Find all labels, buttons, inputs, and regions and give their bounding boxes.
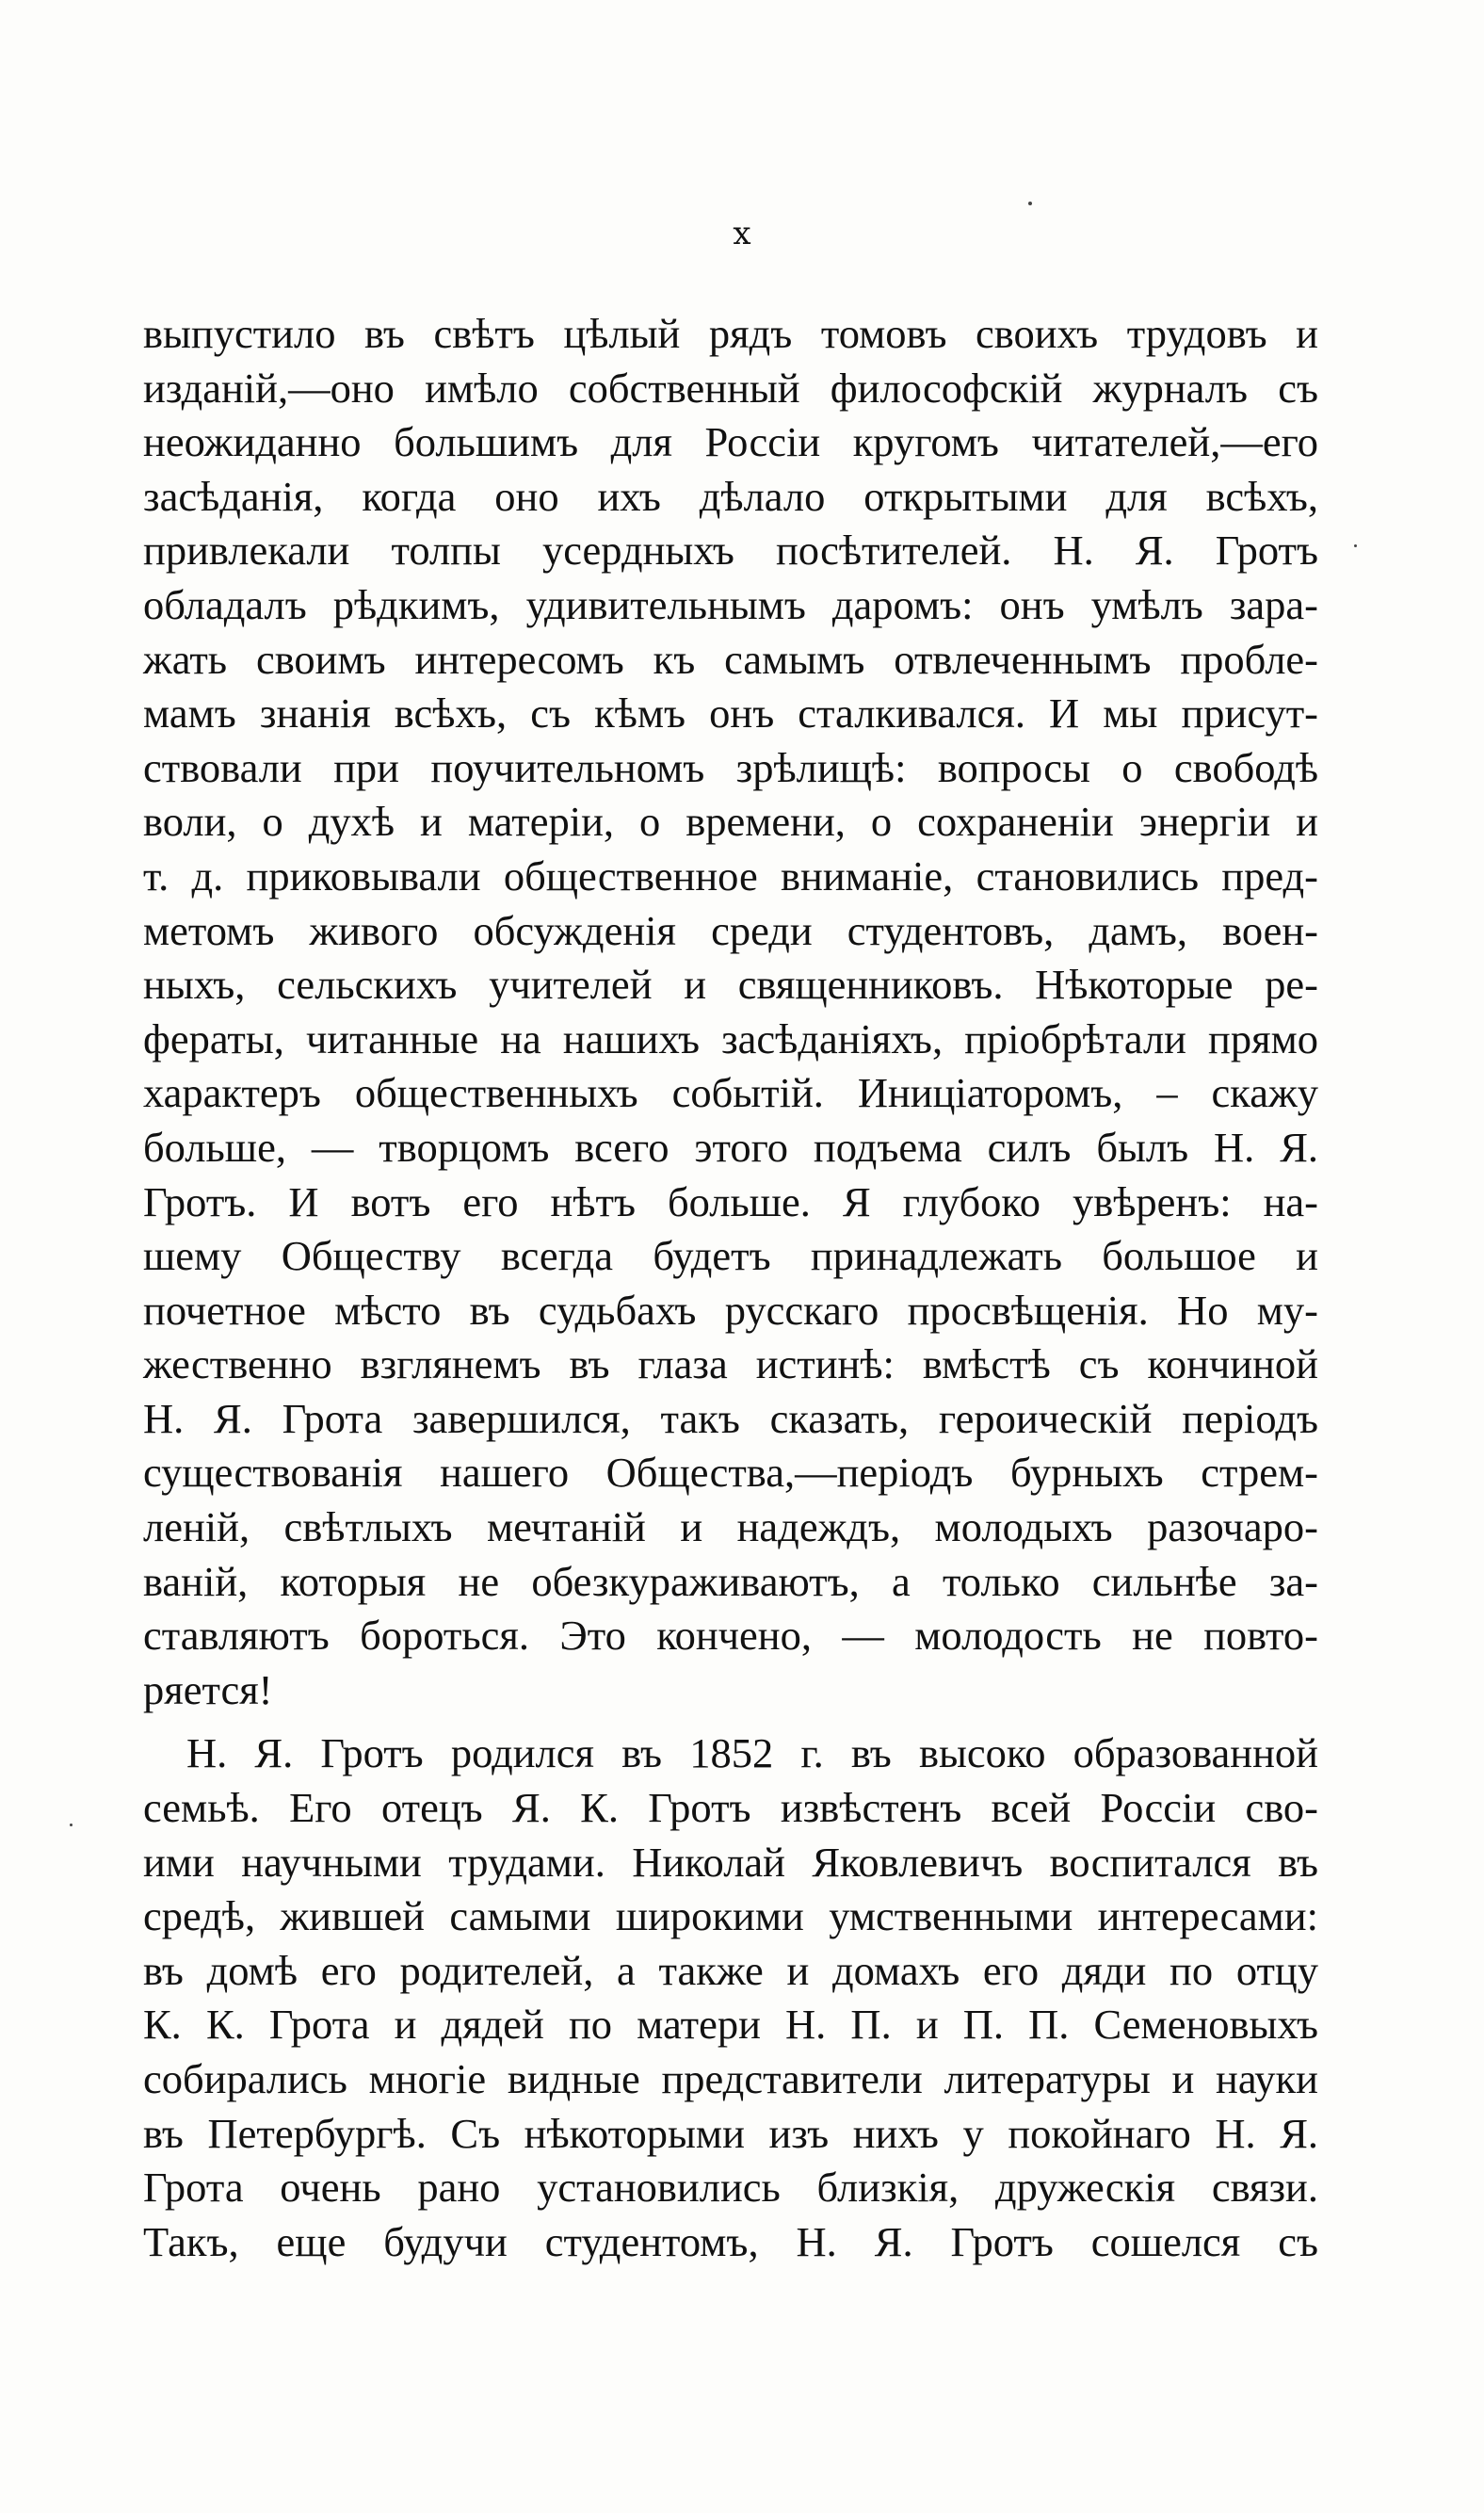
text-line: изданій,—оно имѣло собственный философскій журналъ съ xyxy=(143,364,1318,412)
scan-speck xyxy=(70,1824,73,1826)
body-text xyxy=(143,307,1318,2269)
text-line: т. д. приковывали общественное вниманіе, становились пред- xyxy=(143,851,1318,900)
text-line: ставляютъ бороться. Это кончено, — молодость не повто- xyxy=(143,1612,1318,1660)
text-line: характеръ общественныхъ событій. Иниціаторомъ, – скажу xyxy=(143,1069,1318,1117)
text-line: въ Петербургѣ. Съ нѣкоторыми изъ нихъ у покойнаго Н. Я. xyxy=(143,2109,1318,2157)
paragraph-gap xyxy=(143,1717,1318,1727)
text-line: ныхъ, сельскихъ учителей и священниковъ. Нѣкоторые ре- xyxy=(143,961,1318,1009)
text-line: больше, — творцомъ всего этого подъема силъ былъ Н. Я. xyxy=(143,1123,1318,1171)
text-line: собирались многіе видные представители литературы и науки xyxy=(143,2055,1318,2102)
page-number: x xyxy=(733,215,751,252)
text-line: шему Обществу всегда будетъ принадлежать большое и xyxy=(143,1232,1318,1280)
paragraph-2 xyxy=(143,1727,1318,2269)
text-line: почетное мѣсто въ судьбахъ русскаго просвѣщенія. Но му- xyxy=(143,1286,1318,1334)
text-line: метомъ живого обсужденія среди студентовъ, дамъ, воен- xyxy=(143,906,1318,954)
text-line: воли, о духѣ и матеріи, о времени, о сохраненіи энергіи и xyxy=(143,798,1318,846)
text-line: жественно взглянемъ въ глаза истинѣ: вмѣстѣ съ кончиной xyxy=(143,1340,1318,1388)
text-line: Гротъ. И вотъ его нѣтъ больше. Я глубоко увѣренъ: на- xyxy=(143,1177,1318,1225)
text-line: выпустило въ свѣтъ цѣлый рядъ томовъ своихъ трудовъ и xyxy=(143,310,1318,357)
text-line: К. К. Грота и дядей по матери Н. П. и П. П. Семеновыхъ xyxy=(143,2001,1318,2049)
text-line: Н. Я. Грота завершился, такъ сказать, героическій періодъ xyxy=(143,1394,1318,1442)
text-line: въ домѣ его родителей, а также и домахъ его дяди по отцу xyxy=(143,1946,1318,1994)
text-line: мамъ знанія всѣхъ, съ кѣмъ онъ сталкивался. И мы присут- xyxy=(143,689,1318,738)
text-line: Грота очень рано установились близкія, дружескія связи. xyxy=(143,2164,1318,2212)
text-line: средѣ, жившей самыми широкими умственными интересами: xyxy=(143,1892,1318,1940)
paragraph-1 xyxy=(143,307,1318,1717)
text-line: фераты, читанные на нашихъ засѣданіяхъ, пріобрѣтали прямо xyxy=(143,1014,1318,1062)
text-line: жать своимъ интересомъ къ самымъ отвлеченнымъ пробле- xyxy=(143,635,1318,683)
text-line: засѣданія, когда оно ихъ дѣлало открытыми для всѣхъ, xyxy=(143,472,1318,520)
text-line: ими научными трудами. Николай Яковлевичъ воспитался въ xyxy=(143,1838,1318,1886)
text-line: Такъ, еще будучи студентомъ, Н. Я. Гротъ сошелся съ xyxy=(143,2217,1318,2265)
scan-speck xyxy=(1354,544,1357,547)
text-line: неожиданно большимъ для Россіи кругомъ читателей,—его xyxy=(143,418,1318,466)
text-line: привлекали толпы усердныхъ посѣтителей. Н. Я. Гротъ xyxy=(143,527,1318,575)
text-line: ряется! xyxy=(143,1665,273,1713)
text-line: существованія нашего Общества,—періодъ бурныхъ стрем- xyxy=(143,1449,1318,1497)
scan-speck xyxy=(1028,202,1032,205)
text-line: ствовали при поучительномъ зрѣлищѣ: вопросы о свободѣ xyxy=(143,743,1318,791)
text-line: семьѣ. Его отецъ Я. К. Гротъ извѣстенъ всей Россіи сво- xyxy=(143,1784,1318,1832)
text-line: Н. Я. Гротъ родился въ 1852 г. въ высоко образованной xyxy=(186,1729,1318,1777)
text-line: обладалъ рѣдкимъ, удивительнымъ даромъ: онъ умѣлъ зара- xyxy=(143,580,1318,628)
text-line: леній, свѣтлыхъ мечтаній и надеждъ, молодыхъ разочаро- xyxy=(143,1503,1318,1551)
text-line: ваній, которыя не обезкураживаютъ, а только сильнѣе за- xyxy=(143,1557,1318,1605)
